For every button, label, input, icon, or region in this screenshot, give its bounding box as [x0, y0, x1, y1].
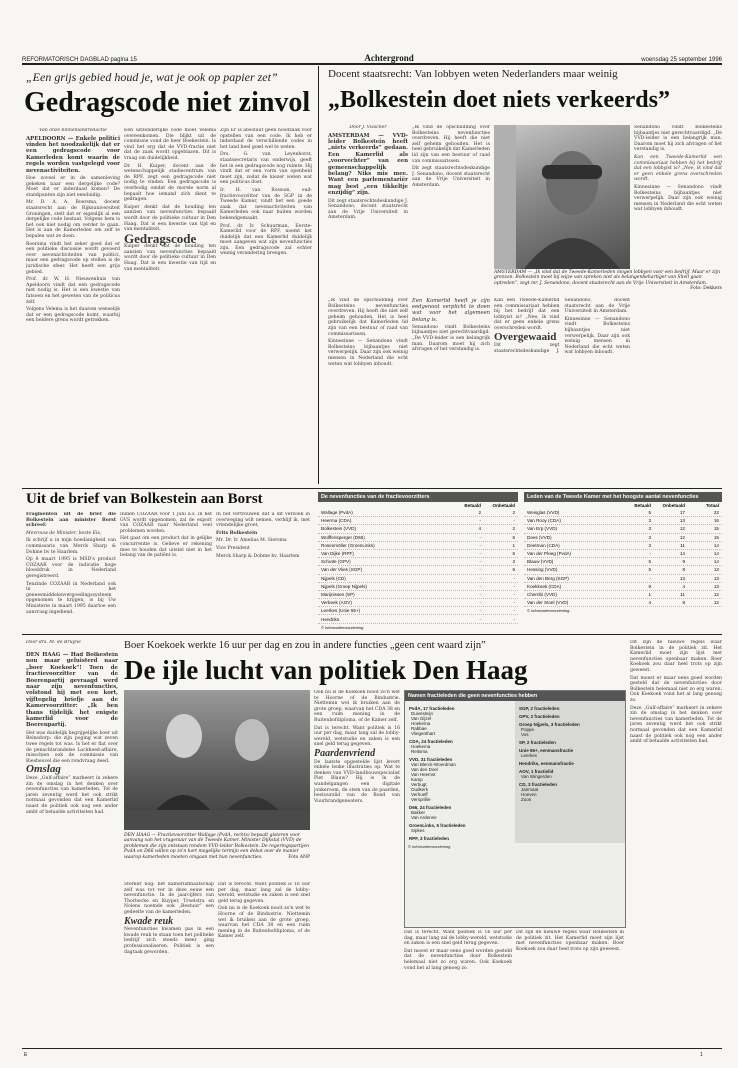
fraction-member: Rabbae — [411, 726, 427, 731]
table2-cell-unpaid: 13 — [679, 518, 685, 524]
article1-c2: Een uitzonderlijke code moet Velema overeenkomen. Die blijkt uit de commissie vond de heer Boekestein. Is vind het erg dat de VVD-fractie niet dat de zaak wordt opgeblazen. Dit is vraag om duidelijkheid. — [124, 128, 216, 161]
section-divider-top — [22, 488, 722, 489]
article3-c5: Dit zijn de nieuwe regels waar Bolkestein in de politiek zit. Het Kamerlid moet zijn lijst met nevenfuncties openbaar maken. Boer Koekoek zou daar heel trots op zijn geweest. — [630, 640, 722, 673]
table1-row — [318, 517, 518, 525]
section-divider-mid — [22, 634, 722, 635]
table2-row — [524, 558, 722, 566]
article3-col5 — [630, 640, 722, 1044]
fraction-party: GPV, 2 fractieleden — [519, 714, 560, 719]
table2-row — [524, 583, 722, 591]
table2-row — [524, 509, 722, 517]
table1-cell-paid: - — [479, 567, 481, 573]
fraction-member: Van Ardenne — [411, 815, 437, 820]
article3-col4b — [516, 930, 624, 1044]
article3-col2 — [124, 882, 214, 1044]
table1-cell-name: Leerkes (Unie 55+) — [321, 608, 361, 614]
fraction-member: Van Wingerden — [521, 774, 552, 779]
fraction-member: Janmaat — [521, 787, 539, 792]
fraction-party: RPF, 3 fractieleden — [409, 836, 450, 841]
fraction-member: Leerkes — [521, 753, 538, 758]
table2-cell-total: 15 — [713, 526, 719, 532]
table1-cell-name: Marijnissen (SP) — [321, 591, 355, 597]
table1-row — [318, 566, 518, 574]
fraction-member: Duivesteijn — [411, 711, 434, 716]
article3-c4d: Dit zijn de nieuwe regels waar Bolkestein in de politiek zit. Het Kamerlid moet zijn lijst met nevenfuncties openbaar maken. Boer Koekoek zou daar heel trots op zijn geweest. — [516, 930, 624, 952]
fractions-right-column — [515, 701, 625, 843]
fraction-party: D66, 24 fractieleden — [409, 805, 452, 810]
brief-sign2: Mr. Dr. Ir. Amelius M. Siersma — [216, 538, 287, 544]
table2-row — [524, 550, 722, 558]
fractions-left-column — [405, 701, 515, 843]
brief-col2 — [120, 512, 212, 630]
article1-c2-repeat: Kuiper denkt dat de houding ten aanzien van nevenfuncties bepaald wordt door de politieke cultuur in Den Haag. Dat is een kwestie van tijd en van mentaliteit. — [124, 244, 216, 272]
article2-col2-lower — [412, 298, 490, 484]
article1-c2c: Kuiper denkt dat de houding ten aanzien van nevenfuncties bepaald wordt door de politieke cultuur in Den Haag. Dat is een kwestie van tijd en van mentaliteit. — [124, 204, 216, 233]
table2-cell-name: Weisglas (VVD) — [527, 510, 560, 516]
fraction-party: Hendriks, eenmansfractie — [519, 761, 574, 766]
table2-cell-name: Van Erp (VVD) — [527, 526, 558, 532]
table2-cell-unpaid: 17 — [679, 510, 685, 516]
table2-row — [524, 534, 722, 542]
brief-salutation: Mevrouw de Minister, beste Els, — [26, 530, 102, 536]
table2-row — [524, 542, 722, 550]
fraction-member: Van den Doel — [411, 767, 438, 772]
table1-cell-paid: - — [479, 616, 481, 622]
article2-more2: Kinnesinne — Senandono vindt Bolkesteins bijbaantjes niet verwerpelijk. Daar zijn ook weinig mensen in Nederland die echt weten wat lobbyen inhoudt. — [328, 339, 408, 367]
article2-c5c: Kinnesinne — Senandono vindt Bolkesteins bijbaantjes niet verwerpelijk. Daar zijn ook weinig mensen in Nederland die echt weten wat lobbyen inhoudt. — [634, 184, 722, 213]
table2-cell-total: 12 — [713, 591, 719, 597]
fraction-party: CD, 3 fractieleden — [519, 782, 558, 787]
table1-row — [318, 550, 518, 558]
article1-subhead: Gedragscode — [124, 230, 197, 246]
fraction-party: AOV, 1 fractielid — [519, 769, 554, 774]
article2-photo-credit: Foto: Dekkers — [690, 286, 722, 292]
article2-col5 — [634, 125, 722, 485]
table2-cell-total: 13 — [713, 567, 719, 573]
table1-row — [318, 542, 518, 550]
fraction-member: Verhoeff — [411, 792, 428, 797]
fraction-member: Zoon — [521, 797, 532, 802]
table2-cell-unpaid: 9 — [682, 559, 685, 565]
table1-header — [318, 502, 518, 509]
section-title: Achtergrond — [364, 53, 414, 63]
article3-kicker: Boer Koekoek werkte 16 uur per dag en zou in andere functies „geen cent waard zijn” — [124, 640, 486, 651]
table1-cell-name: Hendriks — [321, 616, 340, 622]
article3-lead: DEN HAAG — Had Bolkestein nou maar geluisterd naar „boer Koekoek”! Toen de fractievoorzitter van de Boerenpartij gevraagd werd naar zijn nevenfuncties, volstond hij met een kort, vijftegelig briefje aan de Kamervoorzitter: „Ik ben thans tijdelijk het enigste kamerlid voor de Boerenpartij. — [26, 652, 118, 729]
fraction-member: Verbugt — [411, 782, 427, 787]
table2-cell-name: Hessing (VVD) — [527, 567, 558, 573]
article2-col34-lower — [494, 298, 630, 484]
article1-p3: Boersma vindt het zeker goed dat er een politieke discussie wordt gevoerd over nevenactiviteiten van politici, maar een gedragscode op stellen is de juridische sfeer. Het heeft een grijs gebied. — [26, 241, 120, 275]
table1-cell-unpaid: 1 — [512, 542, 515, 548]
table2-cell-total: 13 — [713, 583, 719, 589]
table1-row — [318, 615, 518, 623]
article2-more3: Senandono vindt Bolkesteins bijbaantjes niet gerechtvaardigd. „De VVD-leider is een belangrijk man. Daarom moet hij zich afvragen of het verstandig is. — [412, 324, 490, 353]
brief-col1 — [26, 512, 116, 630]
article2-headline: „Bolkestein doet niets verkeerds” — [328, 87, 670, 113]
table2-cell-unpaid: 4 — [682, 583, 685, 589]
table2-cell-unpaid: 11 — [680, 591, 685, 597]
fraction-member: Sipkes — [411, 828, 425, 833]
article3-c4c: Dat moest er maar eens goed worden gesteld dat de nevenfuncties door Bolkestein helemaal niet zo erg waren. Ook Koekoek vond het al lang genoeg zo. — [404, 948, 512, 971]
table2-cell-total: 14 — [713, 559, 719, 565]
table2-row — [524, 525, 722, 533]
table1-cell-unpaid: 5 — [512, 551, 515, 557]
article3-c3b: De laatste opgestelde lijst levert enkele leuke illustraties op. Wat te denken van VVD-landbouwspecialist Piet Blauw? Hij is ïn de wandelgangen een digitale jonkeroom, de stem van de paarden, bestuurslid van de Bond van Vuurbrandgeneaters. — [314, 759, 400, 804]
table2-col-unpaid: Onbetaald — [662, 503, 685, 508]
article2-more1: „Ik vind de opschudding over Bolkesteins nevenfuncties overdreven. Hij heeft die niet zelf geheim gehouden. Het is heel gebruikelijk dat Kamerleden lid zijn van een bestuur of raad van commissarissen. — [328, 298, 408, 337]
table1-cell-unpaid: 5 — [512, 567, 515, 573]
fraction-party: GroenLinks, 5 fractieleden — [409, 823, 466, 828]
fraction-member: Vos — [521, 732, 529, 737]
fraction-member: Van Blerck-Woerdman — [411, 762, 456, 767]
article2-more4: Kan een Tweede-Kamerlid een commissariaat hebben bij het bedrijf dat een lobbyist is? „Nee, ik vind dat er geen enkele grens overschreden wordt. — [494, 298, 560, 331]
table2-cell-paid: 3 — [648, 518, 651, 524]
article2-lead: AMSTERDAM — VVD-leider Bolkestein heeft „niets verkeerds” gedaan. Een Kamerlid als „voorvechter” van een gemeenschappelijk belang? Niks mis mee. Want een parlementariër mag best „een tikkeltje enzijdig” zijn. — [328, 132, 408, 197]
table1-cell-unpaid: - — [513, 608, 515, 614]
fraction-party: PvdA, 17 fractieleden — [409, 706, 455, 711]
article3-photo-credit: Foto ANP — [288, 854, 310, 860]
table1-cell-name: Nijpels (CD) — [321, 575, 346, 581]
table2-cell-total: 12 — [713, 600, 719, 606]
table1-row — [318, 575, 518, 583]
table2-cell-paid: 9 — [648, 583, 651, 589]
table2-row — [524, 575, 722, 583]
table2-cell-total: 14 — [713, 542, 719, 548]
article2-byline: Door J. Visscher — [349, 125, 387, 130]
article1-p5: Volgens Velema is het daarom wenselijk dat er een gedragscode komt, waarbij een heldere grens wordt getrokken. — [26, 307, 120, 324]
table2-cell-unpaid: 14 — [679, 551, 685, 557]
table2-title: Leden van de Tweede Kamer met het hoogste aantal nevenfuncties — [524, 492, 722, 502]
article3-c5c: Deze „Gulf-affaire” markeert in zekere zin de omslag in het denken over nevenfuncties van kamerleden. Tot de jaren zeventig werd het ook strikt normaal gevonden dat een Kamerlid naast de politiek ook nog een ander ambt of betaalde activiteiten had. — [630, 705, 722, 745]
column-divider — [318, 66, 319, 484]
table1-cell-paid: 2 — [478, 510, 481, 516]
table2-cell-paid: - — [649, 575, 651, 581]
article1-c2b: Dr. H. Kuiper, docent aan de wetenschappelijk studiecentrum van de RPF, zegt een gedragscode niet nodig te vinden. Een gedragscode is overbodig omdat de morele norm al bepaalt hoe iemand zich dient te gedragen. — [124, 163, 216, 203]
article1-c3b: Drs. G. van Leyenhorst, staatssecretaris van onderwijs, geeft het in een gedragscode nog ruimte. Hij vindt dat er een vorm van openheid moet zijn, zodat de kiezer weten wat een politicus doet. — [220, 152, 312, 186]
table1-source: © Informatievoorziening — [321, 624, 364, 630]
table1-col-unpaid: Onbetaald — [492, 503, 515, 508]
brief-sign1: Frits Bolkestein — [216, 530, 258, 536]
table2-cell-name: Van der Stoel (VVD) — [527, 600, 569, 606]
brief-headline: Uit de brief van Bolkestein aan Borst — [26, 491, 263, 507]
table1-cell-paid: - — [479, 559, 481, 565]
article3-c3-more: Dat is terecht. Want politiek is 16 uur per dag, maar lang zal de lobby-wereld, wetstudie en zaken is een snel geld terug gegeven. — [314, 725, 400, 748]
page-bottom-rule — [22, 1048, 722, 1049]
brief-p5: Het gaat om een product dat in gelijke concurrentie is. Gelieve er rekening mee te houden dat uitstel niet in het belang van de patiënt is. — [120, 536, 212, 559]
article2-col2 — [412, 125, 490, 271]
article3-byline: Door drs. M. de Bruyne — [26, 640, 81, 645]
table2-cell-paid: 5 — [648, 510, 651, 516]
fraction-party: SGP, 2 fractieleden — [519, 706, 560, 711]
table1-col-paid: Betaald — [464, 503, 481, 508]
table2-row — [524, 599, 722, 607]
article1-kicker: „Een grijs gebied houd je, wat je ook op papier zet” — [26, 70, 278, 84]
table1-title: De nevenfuncties van de fractievoorzitters — [318, 492, 518, 502]
footer-left: E — [24, 1052, 28, 1058]
footer-right: 1 — [700, 1052, 703, 1058]
brief-col3 — [216, 512, 310, 630]
table1-row — [318, 607, 518, 615]
table1-row — [318, 509, 518, 517]
table1-cell-name: Verbeek (AOV) — [321, 600, 352, 606]
fraction-member: Vliegenthart — [411, 731, 436, 736]
table2-cell-total: 15 — [713, 534, 719, 540]
article1-col2 — [124, 128, 216, 483]
article2-col1-lower — [328, 298, 408, 484]
article2-caption-text: AMSTERDAM — „Ik vind dat de Tweede-Kamerleden mogen lobbyen voor een bedrijf. Maar er zijn grenzen. Bolkestein moet bij wijze van spreken niet als belangenbehartiger van Shell gaan optreden”, zegt mr. J. Senandono, docent staatsrecht aan de Vrije Universiteit in Amsterdam. — [494, 270, 721, 286]
brief-p3: Tenzinde COZAAR in Nederland ook in het geneesmiddelenvergoedingssysteem opgenomen te krijgen, is bij Uw Ministerie in maart 1995 daartoe een aanvraag ingediend. — [26, 581, 116, 615]
table2-cell-total: 13 — [713, 575, 719, 581]
article1-p1: Hoe zoveel er in de samenleving gekeken naar een dergelijke code? Moet dat er inderdaad komen? De standpunten zijn niet eenduidig. — [26, 176, 120, 198]
table2-col-paid: Betaald — [634, 503, 651, 508]
fractions-columns — [405, 701, 625, 843]
table2-cell-unpaid: 8 — [682, 567, 685, 573]
table1-cell-paid: - — [479, 551, 481, 557]
fraction-member: Kamp — [411, 777, 423, 782]
table1-row — [318, 558, 518, 566]
article3-headline: De ijle lucht van politiek Den Haag — [124, 655, 528, 685]
fraction-party: CDA, 24 fractieleden — [409, 739, 453, 744]
article3-caption — [124, 833, 310, 860]
table2-cell-name: Cherribi (VVD) — [527, 591, 557, 597]
article1-byline: Van onze binnenlandredactie — [39, 128, 107, 133]
article3-col1 — [26, 652, 118, 1044]
fraction-party: Unie 55+, eenmansfractie — [519, 748, 574, 753]
table2-cell-paid: 5 — [648, 567, 651, 573]
fractions-title: Namen fractieleden die geen nevenfuncties hebben — [405, 691, 625, 701]
table1-cell-unpaid: - — [513, 575, 515, 581]
table1-row — [318, 599, 518, 607]
table1-row — [318, 534, 518, 542]
table1-cell-unpaid: - — [513, 591, 515, 597]
table1-row — [318, 591, 518, 599]
table1-cell-paid: - — [479, 583, 481, 589]
fraction-member: Bakker — [411, 810, 426, 815]
fractions-box — [404, 690, 626, 928]
fraction-member: Hoeven — [521, 792, 537, 797]
brief-p4: Indien COZAAR voor 1 juni a.s. in het GVS wordt opgenomen, zal de export van COZAAR naar Nederland veel problemen worden. — [120, 512, 212, 534]
article3-col3 — [314, 690, 400, 1044]
table1-cell-unpaid: - — [513, 518, 515, 524]
brief-p1: Ik schrijf u in mijn hoedanigheid van commissaris van Merck Sharp & Dohme bv te Haarlem. — [26, 538, 116, 555]
table2-cell-name: Van den Berg (SGP) — [527, 575, 569, 581]
table2-cell-name: Van der Ploeg (PvdA) — [527, 551, 572, 557]
article2-c5b: Kan een Tweede-Kamerlid een commissariaat hebben bij het bedrijf dat een lobbyist is? „Nee, ik vind dat er geen enkele grens overschreden wordt. — [634, 154, 722, 183]
article3-subhead: Omslag — [26, 763, 61, 776]
table1-cell-paid: - — [479, 518, 481, 524]
table2-cell-paid: - — [649, 551, 651, 557]
paper-name: REFORMATORISCH DAGBLAD pagina 15 — [22, 57, 137, 63]
fraction-party: SP, 2 fractieleden — [519, 740, 556, 745]
table1-cell-paid: - — [479, 575, 481, 581]
article1-c3d: Prof. dr. Ir. Schuurman, Eerste-Kamerlid voor de RPF, noemt het duidelijk dat een Kamerlid duidelijk moet aangeven wat zijn nevenfuncties zijn. Een gedragscode zal echter weinig verandering brengen. — [220, 223, 312, 257]
article3-c3: Ook nu is de Koekoek nooit zo'n wet te Hoorne of de Bindustrie. Niettemin wel ik bruiken aan de grote groep, waarvan het CDA 38 en een ruim mening in de Buitenhofdiploma, of de Kamer zelf. — [314, 690, 400, 723]
article2-p2: „Ik vind de opschudding over Bolkesteins nevenfuncties overdreven. Hij heeft die niet zelf geheim gehouden. Het is heel gebruikelijk dat Kamerleden lid zijn van een bestuur of raad van commissarissen. — [412, 125, 490, 164]
article2-more6: Kinnesinne — Senandono vindt Bolkesteins bijbaantjes niet verwerpelijk. Daar zijn ook weinig mensen in Nederland die echt weten wat lobbyen inhoudt. — [564, 316, 630, 356]
fraction-member: Reitsma — [411, 749, 428, 754]
table2-rows — [524, 509, 722, 607]
table1-cell-unpaid: 2 — [512, 526, 515, 532]
table1-cell-name: Nijpels (Groep Nijpels) — [321, 583, 367, 589]
table1-cell-paid: - — [479, 600, 481, 606]
table2-cell-paid: 1 — [648, 591, 651, 597]
table2-cell-unpaid: 12 — [679, 534, 685, 540]
article2-photo — [494, 125, 630, 269]
article3-p2: Deze „Gulf-affaire” markeert in zekere zin de omslag in het denken over nevenfuncties van kamerleden. Tot de jaren zeventig werd het ook strikt normaal gevonden dat een Kamerlid naast de politiek ook nog een ander ambt of betaalde activiteiten had. — [26, 776, 118, 815]
article2-more5: Dit zegt staatsrechtsdeskundige J. Senandono, docent staatsrecht aan de Vrije Universiteit in Amsterdam. — [494, 298, 630, 354]
table1-cell-paid: - — [479, 542, 481, 548]
table1-cell-paid: - — [479, 534, 481, 540]
brief-sign4: Merck Sharp & Dohme bv, Haarlem — [216, 553, 300, 559]
article3-col4 — [404, 930, 512, 1044]
table1-cell-name: Wolffensperger (D66) — [321, 534, 365, 540]
table1-cell-name: Rosenmöller (GroenLinks) — [321, 542, 375, 548]
article3-photo — [124, 690, 310, 830]
article3-caption-text: DEN HAAG — Fractievoorzitter Wallage (PvdA, rechts) bepaalt gisteren voor aanvang van het vragenuur van de Tweede Kamer. Minister Dijkstal (VVD) de problemen die zijn ontstaan rondom VVD-leider Bolkestein. De regeringspartijen PvdA en D66 willen op zo'n kort mogelijke termijn een debat over de manier waarop kamerleden moeten omgaan met hun nevenfuncties. — [124, 833, 310, 860]
table1-row — [318, 525, 518, 533]
article3-subhead2: Kwade reuk — [124, 915, 174, 927]
article1-lead: APELDOORN — Enkele politici vinden het noodzakelijk dat er een gedragscode voor Kamerleden komt waarin de regels worden vastgelegd voor nevenactiviteiten. — [26, 135, 120, 174]
table1-cell-name: Schutte (GPV) — [321, 559, 351, 565]
article1-col3 — [220, 128, 312, 483]
table1-cell-name: Bolkestein (VVD) — [321, 526, 356, 532]
article2-p2b: Dit zegt staatsrechtsdeskundige J. Senandono, docent staatsrecht aan de Vrije Universiteit in Amsterdam. — [412, 166, 490, 188]
article3-c4b: Dat is terecht. Want politiek is 16 uur per dag, maar lang zal de lobby-wereld, wetstudie en zaken is een snel geld terug gegeven. — [404, 930, 512, 947]
brief-intro: Fragmenten uit de brief die Bolkestein aan minister Borst schreef: — [26, 512, 116, 529]
article1-c3c: Ir. H. van Rossum, oud-fractievoorzitter van de SGP in de Tweede Kamer, vindt het een goede zaak dat nevenactiviteiten van Kamerleden ook naar buiten worden bekendgemaakt. — [220, 187, 312, 221]
table1-cell-unpaid: - — [513, 616, 515, 622]
article3-col2b — [218, 882, 310, 1044]
table1-cell-name: Wallage (PvdA) — [321, 510, 353, 516]
article3-c3-extra: Ook nu is de Koekoek nooit zo'n wet te Hoorne of de Bindustrie. Niettemin wel ik bruiken aan de grote groep, waarvan het CDA 38 en een ruim mening in de Buitenhofdiploma, of de Kamer zelf. — [218, 906, 310, 940]
fraction-member: Oudkerk — [411, 787, 429, 792]
fraction-member: Versprillie — [411, 797, 431, 802]
table2-header — [524, 502, 722, 509]
article1-col1 — [26, 128, 120, 483]
table1-cell-paid: - — [479, 608, 481, 614]
table2-cell-name: Deetman (CDA) — [527, 542, 560, 548]
table1-row — [318, 583, 518, 591]
table2-cell-paid: 3 — [648, 526, 651, 532]
brief-sign3: Vice President — [216, 545, 250, 551]
fraction-member: Van Gijzel — [411, 716, 432, 721]
table2-cell-total: 14 — [713, 551, 719, 557]
table1-cell-paid: 4 — [478, 526, 481, 532]
article3-c5b: Dat moest er maar eens goed worden gesteld dat de nevenfuncties door Bolkestein helemaal niet zo erg waren. Ook Koekoek vond het al lang genoeg zo. — [630, 675, 722, 703]
article1-p4: Prof. dr. W. H. Nieuwenhuis van Apeldoorn vindt dat een gedragscode niet nodig is. Het is een kwestie van fatsoen en het geweten van de politicus zelf. — [26, 277, 120, 305]
table2-cell-unpaid: 13 — [679, 575, 685, 581]
table2-cell-name: Van Rooy (CDA) — [527, 518, 561, 524]
table1-cell-name: Van Dijke (RPF) — [321, 551, 354, 557]
portrait-photo — [494, 125, 630, 269]
fractions-source: © Informatievoorziening — [408, 844, 451, 849]
table2-cell-name: Koekkoek (CDA) — [527, 583, 562, 589]
table2-row — [524, 591, 722, 599]
table2-cell-paid: 5 — [648, 559, 651, 565]
page-date: woensdag 25 september 1996 — [641, 57, 722, 63]
table1-cell-unpaid: - — [513, 583, 515, 589]
fraction-member: Poppe — [521, 727, 535, 732]
table2-cell-name: Dees (VVD) — [527, 534, 552, 540]
table2-cell-unpaid: 12 — [679, 526, 685, 532]
table2-cell-total: 22 — [713, 510, 719, 516]
table2-cell-paid: 4 — [648, 600, 651, 606]
article3-c2: Sterker nog: het kamerlidmaatschap zelf was tot ver in deze eeuw een nevenfunctie. In de jaarcijfers van Thorbecke en Kuyper, Troelstra en Nolens noemde ook „Bestuur” een gedeelte van de kamerleden. — [124, 882, 214, 915]
brief-closing: In het vertrouwen dat u dit verzoek in overweging wilt nemen, verblijf ik, met vriendelijke groet, — [216, 512, 310, 529]
table2-cell-paid: 3 — [648, 542, 651, 548]
table1-cell-unpaid: 2 — [512, 510, 515, 516]
table1-cell-name: Heerma (CDA) — [321, 518, 352, 524]
table2-cell-total: 16 — [713, 518, 719, 524]
article3-subhead3: Paardenvriend — [314, 747, 376, 759]
article2-inline-quote: Een Kamerlid heeft je zijn eedgenoot verplicht te doen wat voor het algemeen belang is. — [412, 298, 490, 323]
table1-rows — [318, 509, 518, 624]
table2-col-total: Totaal — [705, 503, 719, 508]
article3-c2b: Nevenfuncties kwamen pas in een kwade reuk te staan toen het politieke bedrijf zich steeds meer ging professionaliseren. Politiek is een dagtaak geworden. — [124, 927, 214, 955]
article3-p1: Het was duidelijk begrijpelijke boer uit Beinsdorp: die zijn poging wat zeven twee regels tot was. Is het er flat over de penachtsrandelse Lockheed-affaire, misschien ook de commissie van Biesheuvel die een rondvraag deed. — [26, 730, 118, 764]
article1-p2: Mr. D. A. A. Boersma, docent staatsrecht aan de Rijksuniversiteit Groningen, stelt dat er eigenlijk al een dergelijke code bestaat. Volgens hem is het ook niet nodig om verder te gaan. Het is aan de Kamerleden om zelf te bepalen wat ze doen. — [26, 200, 120, 239]
table2-cell-name: Blauw (VVD) — [527, 559, 554, 565]
fraction-member: Hoekema — [411, 721, 431, 726]
table-fractievoorzitters — [318, 492, 518, 631]
table2-cell-paid: 3 — [648, 534, 651, 540]
article2-col1 — [328, 125, 408, 271]
fraction-member: Van Heemst — [411, 772, 436, 777]
table1-cell-unpaid: - — [513, 600, 515, 606]
article2-p1: Dit zegt staatsrechtsdeskundige J. Senandono, docent staatsrecht aan de Vrije Universiteit in Amsterdam. — [328, 198, 408, 221]
table1-cell-unpaid: 3 — [512, 559, 515, 565]
table2-row — [524, 566, 722, 574]
table2-row — [524, 517, 722, 525]
parliament-photo — [124, 690, 310, 830]
page-header — [22, 49, 722, 65]
article3-c4: Dat is terecht. Want politiek is 16 uur per dag, maar lang zal de lobby-wereld, wetstudie en zaken is een snel geld terug gegeven. — [218, 882, 310, 904]
fraction-party: Groep Nijpels, 3 fractieleden — [519, 722, 580, 727]
article2-c5: Senandono vindt Bolkesteins bijbaantjes niet gerechtvaardigd. „De VVD-leider is een belangrijk man. Daarom moet hij zich afvragen of het verstandig is. — [634, 125, 722, 153]
fraction-party: VVD, 31 fractieleden — [409, 757, 453, 762]
brief-p2: Op 8 maart 1995 is MSD's product COZAAR voor de indicatie hoge bloeddruk in Nederland geregistreerd. — [26, 557, 116, 579]
table1-cell-paid: - — [479, 591, 481, 597]
table-leden-tweede-kamer — [524, 492, 722, 614]
table2-cell-unpaid: 8 — [682, 600, 685, 606]
article2-kicker: Docent staatsrecht: Van lobbyen weten Nederlanders maar weinig — [328, 68, 618, 80]
table1-cell-name: Van der Vlies (SGP) — [321, 567, 363, 573]
table2-source: © Informatievoorziening — [527, 608, 570, 614]
table2-cell-unpaid: 11 — [680, 542, 685, 548]
article1-headline: Gedragscode niet zinvol — [24, 87, 311, 118]
article1-c3: Zijn Er is absoluut geen noodzaak voor opstellen van een code. Ik heb er inderdaad de verschillende codes in het land heel goed wel te weten. — [220, 128, 312, 150]
fraction-member: Hoekema — [411, 744, 431, 749]
article2-subhead: Overgewaaid — [494, 330, 557, 343]
table1-cell-unpaid: 5 — [512, 534, 515, 540]
